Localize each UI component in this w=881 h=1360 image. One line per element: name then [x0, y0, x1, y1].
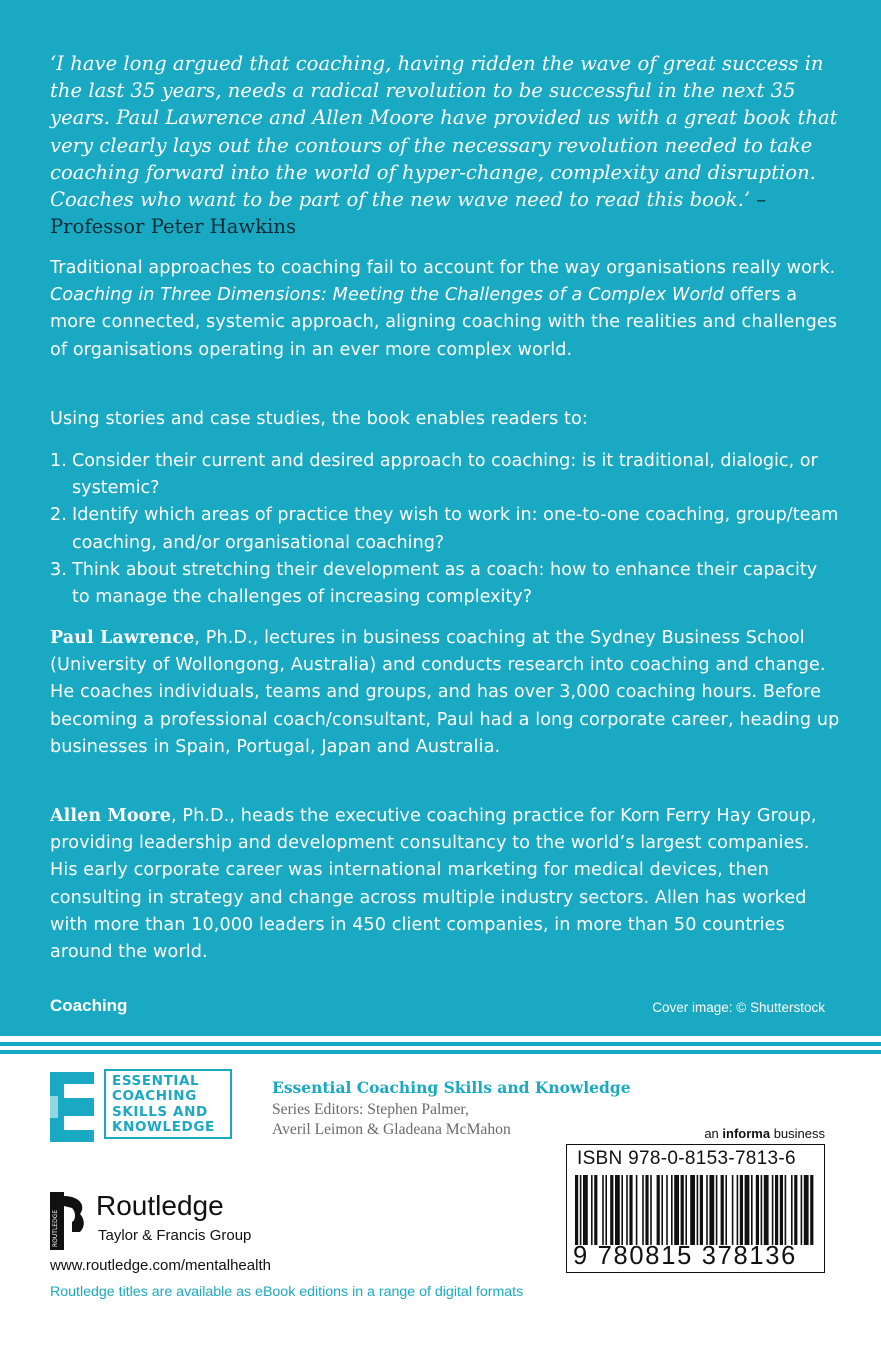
author-name: Allen Moore	[50, 806, 171, 826]
barcode-bar	[685, 1175, 687, 1245]
list-number: 2.	[50, 505, 67, 526]
barcode-bar	[772, 1175, 774, 1245]
barcode-bar	[801, 1175, 803, 1245]
author-bio-text: , Ph.D., lectures in business coaching at the Sydney Business School (University of Wollongong, Australia) and conducts research into coaching and change. He coaches individuals, teams and groups, and has over 3,000 coaching hours. Before becoming a professional coach/consultant, Paul had a long corporate career, heading up businesses in Spain, Portugal, Japan and Australia.	[50, 628, 840, 757]
barcode-bar	[580, 1175, 582, 1245]
series-logo-line: KNOWLEDGE	[112, 1118, 215, 1135]
barcode-bar	[785, 1175, 787, 1245]
barcode-bar	[690, 1175, 695, 1245]
barcode-bar	[645, 1175, 648, 1245]
informa-tagline	[704, 1126, 825, 1141]
barcode-bars-icon	[575, 1175, 815, 1245]
barcode-bar	[700, 1175, 703, 1245]
intro-text: Traditional approaches to coaching fail to account for the way organisations really work.	[50, 258, 836, 278]
barcode-bar	[621, 1175, 623, 1245]
barcode-bar	[721, 1175, 724, 1245]
objectives-list	[50, 448, 840, 611]
book-title: Coaching in Three Dimensions: Meeting the Challenges of a Complex World	[50, 285, 724, 306]
list-number: 3.	[50, 559, 67, 580]
informa-prefix: an	[704, 1126, 723, 1141]
barcode-bar	[716, 1175, 718, 1245]
barcode-bar	[642, 1175, 644, 1245]
barcode-bar	[583, 1175, 588, 1245]
series-editors-line: Averil Leimon & Gladeana McMahon	[272, 1121, 511, 1138]
intro-paragraph	[50, 255, 840, 364]
list-text: Think about stretching their development as a coach: how to enhance their capacity to manage the challenges of increasing complexity?	[72, 559, 818, 608]
barcode-bar	[761, 1175, 763, 1245]
barcode-bar	[657, 1175, 660, 1245]
list-item	[50, 557, 840, 611]
barcode-bar	[602, 1175, 604, 1245]
series-logo-line: SKILLS AND	[112, 1103, 208, 1120]
barcode-bar	[775, 1175, 778, 1245]
barcode-bar	[591, 1175, 593, 1245]
series-logo-box	[104, 1069, 232, 1139]
list-item	[50, 448, 840, 502]
quote-text: ‘I have long argued that coaching, having ridden the wave of great success in the last 35 years, needs a radical revolution to be successful in the next 35 years. Paul Lawrence and Allen Moore have provided us with a great book that very clearly lays out the contours of the necessary revolution needed to take coaching forward into the world of hyper-change, complexity and disruption. Coaches who want to be part of the new wave need to read this book.’	[50, 52, 838, 212]
intro-text-end: offers a more connected, systemic approach, aligning coaching with the realities and challenges of organisations operating in an ever more complex world.	[50, 285, 838, 360]
barcode-bar	[709, 1175, 714, 1245]
author-bio-moore	[50, 803, 840, 966]
barcode-bar	[745, 1175, 750, 1245]
barcode-bar	[610, 1175, 613, 1245]
barcode-bar	[780, 1175, 783, 1245]
barcode-bar	[810, 1175, 813, 1245]
barcode-bar	[706, 1175, 708, 1245]
barcode-bar	[636, 1175, 638, 1245]
barcode-bar	[650, 1175, 652, 1245]
barcode-bar	[626, 1175, 628, 1245]
ebook-note: Routledge titles are available as eBook editions in a range of digital formats	[50, 1284, 524, 1300]
list-text: Identify which areas of practice they wish to work in: one-to-one coaching, group/team coaching, and/or organisational coaching?	[72, 505, 839, 553]
author-bio-lawrence	[50, 625, 840, 761]
barcode-bar	[681, 1175, 684, 1245]
series-editors	[272, 1100, 511, 1140]
category-label: Coaching	[50, 996, 128, 1015]
endorsement-quote	[50, 50, 840, 240]
barcode-bar	[671, 1175, 673, 1245]
barcode-bar	[629, 1175, 632, 1245]
barcode-bar	[764, 1175, 769, 1245]
isbn-number: ISBN 978-0-8153-7813-6	[577, 1148, 796, 1169]
barcode-bar	[794, 1175, 797, 1245]
ean-number: 9 780815 378136	[573, 1242, 798, 1270]
barcode-bar	[737, 1175, 739, 1245]
barcode-bar	[697, 1175, 699, 1245]
barcode-bar	[791, 1175, 793, 1245]
barcode-bar	[661, 1175, 663, 1245]
publisher-group: Taylor & Francis Group	[98, 1227, 252, 1244]
author-name: Paul Lawrence	[50, 628, 195, 648]
series-logo-line: COACHING	[112, 1088, 197, 1105]
list-item	[50, 502, 840, 556]
barcode-bar	[740, 1175, 743, 1245]
series-logo-line: ESSENTIAL	[112, 1073, 200, 1089]
quote-attribution: – Professor Peter Hawkins	[50, 188, 767, 239]
routledge-logo-icon	[50, 1192, 88, 1250]
lead-in: Using stories and case studies, the book enables readers to:	[50, 409, 588, 429]
series-e-logo-icon	[50, 1072, 94, 1142]
teal-stripe	[0, 1050, 881, 1054]
list-number: 1.	[50, 451, 67, 471]
author-bio-text: , Ph.D., heads the executive coaching practice for Korn Ferry Hay Group, providing leadership and development consultancy to the world’s largest companies. His early corporate career was international marketing for medical devices, then consulting in strategy and change across multiple industry sectors. Allen has worked with more than 10,000 leaders in 450 client companies, in more than 50 countries around the world.	[50, 806, 817, 963]
teal-stripe	[0, 1042, 881, 1046]
barcode-bar	[756, 1175, 759, 1245]
barcode-bar	[594, 1175, 597, 1245]
series-editors-line: Series Editors: Stephen Palmer,	[272, 1101, 469, 1118]
barcode-bar	[575, 1175, 578, 1245]
barcode-bar	[751, 1175, 753, 1245]
barcode-bar	[804, 1175, 809, 1245]
informa-brand: informa	[722, 1126, 771, 1141]
cover-credit: Cover image: © Shutterstock	[652, 1000, 825, 1015]
publisher-url[interactable]: www.routledge.com/mentalhealth	[50, 1257, 271, 1274]
barcode-bar	[725, 1175, 727, 1245]
barcode-bar	[666, 1175, 668, 1245]
barcode	[566, 1144, 825, 1273]
informa-suffix: business	[770, 1126, 825, 1141]
barcode-bar	[732, 1175, 734, 1245]
publisher-name: Routledge	[96, 1190, 224, 1221]
list-text: Consider their current and desired approach to coaching: is it traditional, dialogic, or systemic?	[72, 451, 818, 499]
routledge-logo-text: ROUTLEDGE	[52, 1209, 59, 1247]
barcode-bar	[605, 1175, 607, 1245]
barcode-bar	[615, 1175, 620, 1245]
barcode-bar	[674, 1175, 679, 1245]
series-title: Essential Coaching Skills and Knowledge	[272, 1078, 631, 1097]
